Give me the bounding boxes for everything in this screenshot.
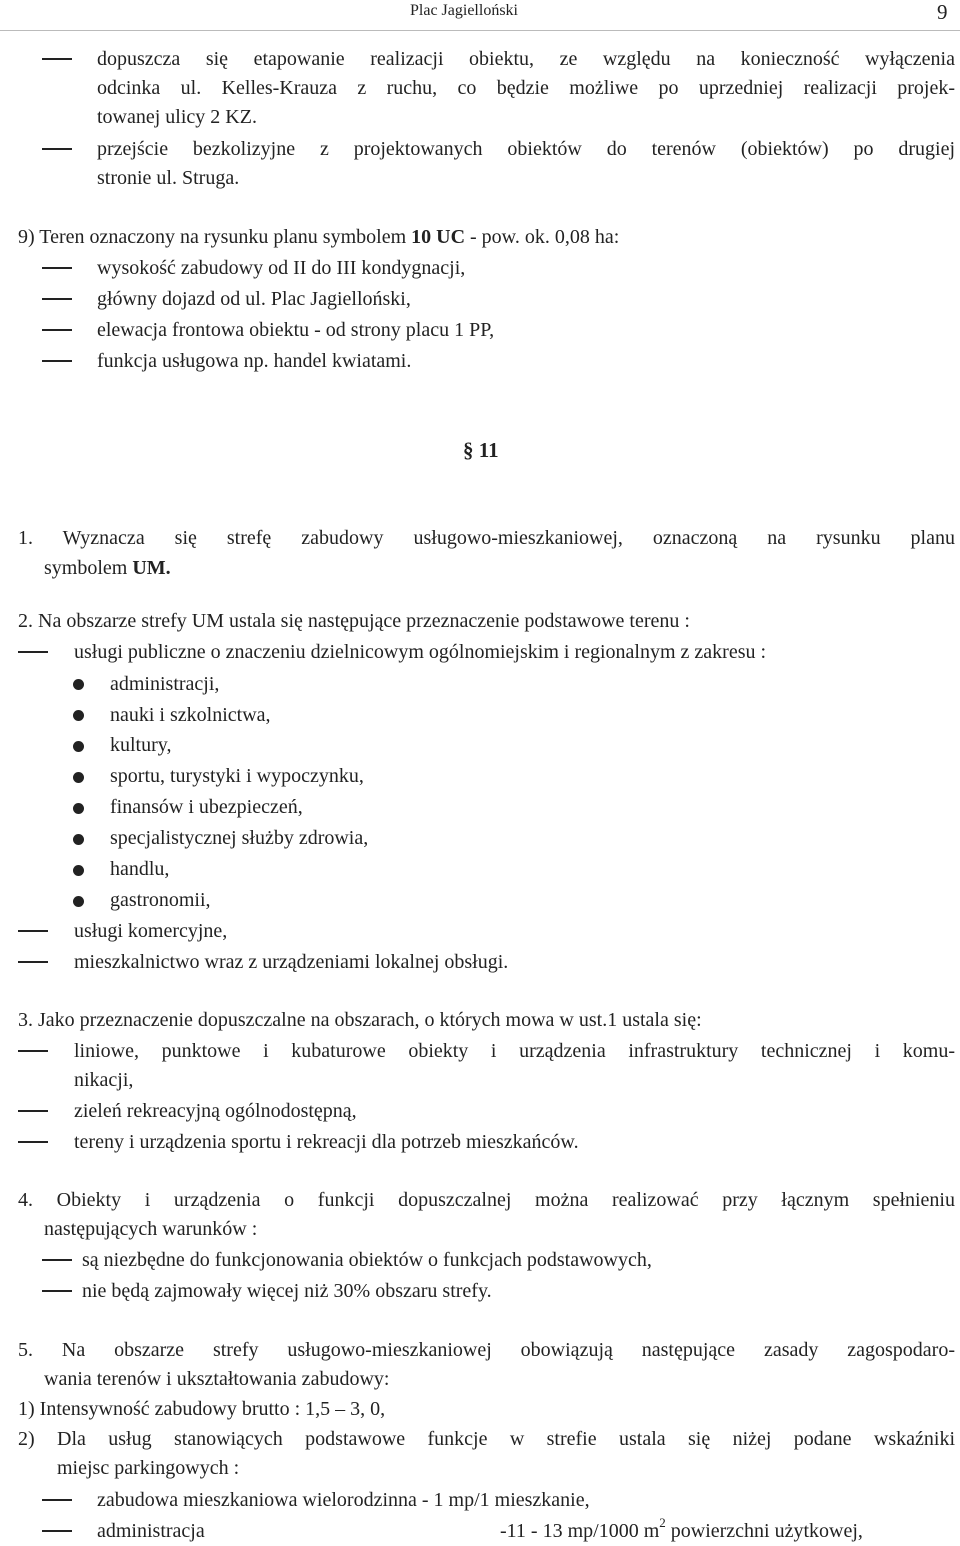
section-heading: § 11 — [463, 438, 499, 462]
list-item-text: tereny i urządzenia sportu i rekreacji dla potrzeb mieszkańców. — [74, 1131, 579, 1153]
bullet-marker — [73, 679, 84, 690]
dash-marker — [42, 267, 72, 269]
list-item-text: główny dojazd od ul. Plac Jagielloński, — [97, 288, 411, 310]
superscript: 2 — [659, 1515, 666, 1531]
page-number: 9 — [937, 0, 948, 24]
zone-symbol: 10 UC — [411, 226, 466, 248]
header-divider — [0, 30, 960, 31]
list-item-text: funkcja usługowa np. handel kwiatami. — [97, 350, 412, 372]
paragraph-line — [44, 554, 171, 583]
list-item-text: nie będą zajmowały więcej niż 30% obszaru strefy. — [82, 1280, 492, 1302]
dash-marker — [18, 1050, 48, 1052]
bullet-item-text: administracji, — [110, 673, 220, 695]
list-item-text: nikacji, — [74, 1069, 134, 1091]
bullet-item-text: nauki i szkolnictwa, — [110, 704, 271, 726]
paragraph-line: 1. Wyznacza się strefę zabudowy usługowo-mieszkaniowej, oznaczoną na rysunku planu — [18, 527, 955, 549]
parking-ratio-tail: powierzchni użytkowej, — [665, 1520, 863, 1542]
bullet-item-text: handlu, — [110, 858, 170, 880]
bullet-marker — [73, 710, 84, 721]
bullet-item-text: specjalistycznej służby zdrowia, — [110, 827, 369, 849]
dash-marker — [42, 1290, 72, 1292]
dash-marker — [42, 1530, 72, 1532]
list-item-text: są niezbędne do funkcjonowania obiektów o funkcjach podstawowych, — [82, 1249, 652, 1271]
dash-marker — [42, 360, 72, 362]
bullet-item-text: sportu, turystyki i wypoczynku, — [110, 765, 364, 787]
bullet-marker — [73, 803, 84, 814]
dash-marker — [42, 329, 72, 331]
dash-marker — [42, 298, 72, 300]
numbered-item: 1) Intensywność zabudowy brutto : 1,5 – 3, 0, — [18, 1398, 386, 1420]
list-item-text: liniowe, punktowe i kubaturowe obiekty i urządzenia infrastruktury technicznej i komu- — [74, 1040, 955, 1062]
list-item-text: administracja — [97, 1520, 205, 1542]
list-item-text: zabudowa mieszkaniowa wielorodzinna - 1 mp/1 mieszkanie, — [97, 1489, 590, 1511]
bullet-marker — [73, 772, 84, 783]
list-item-text: odcinka ul. Kelles-Krauza z ruchu, co będzie możliwe po uprzedniej realizacji projek- — [97, 77, 955, 99]
dash-marker — [42, 58, 72, 60]
paragraph-line: 4. Obiekty i urządzenia o funkcji dopuszczalnej można realizować przy łącznym spełnieniu — [18, 1189, 955, 1211]
parking-ratio-value: -11 - 13 mp/1000 m — [500, 1520, 660, 1542]
bullet-item-text: gastronomii, — [110, 889, 211, 911]
list-item-text: mieszkalnictwo wraz z urządzeniami lokalnej obsługi. — [74, 951, 509, 973]
paragraph-line: następujących warunków : — [44, 1218, 258, 1240]
bullet-marker — [73, 865, 84, 876]
paragraph-line: 3. Jako przeznaczenie dopuszczalne na obszarach, o których mowa w ust.1 ustala się: — [18, 1009, 702, 1031]
dash-marker — [18, 961, 48, 963]
bullet-marker — [73, 834, 84, 845]
point-heading-tail: - pow. ok. 0,08 ha: — [465, 226, 620, 248]
dash-marker — [18, 1110, 48, 1112]
list-item-text: zieleń rekreacyjną ogólnodostępną, — [74, 1100, 357, 1122]
list-item-text: wysokość zabudowy od II do III kondygnacji, — [97, 257, 466, 279]
paragraph-line: 5. Na obszarze strefy usługowo-mieszkaniowej obowiązują następujące zasady zagospodaro- — [18, 1339, 955, 1361]
list-item-text: dopuszcza się etapowanie realizacji obiektu, ze względu na konieczność wyłączenia — [97, 48, 955, 70]
list-item-text: usługi publiczne o znaczeniu dzielnicowym ogólnomiejskim i regionalnym z zakresu : — [74, 641, 767, 663]
dash-marker — [18, 930, 48, 932]
paragraph-line: 2. Na obszarze strefy UM ustala się następujące przeznaczenie podstawowe terenu : — [18, 610, 690, 632]
list-item-text: towanej ulicy 2 KZ. — [97, 106, 257, 128]
paragraph-text: symbolem — [44, 557, 133, 579]
dash-marker — [18, 651, 48, 653]
list-item-text: elewacja frontowa obiektu - od strony placu 1 PP, — [97, 319, 495, 341]
dash-marker — [18, 1141, 48, 1143]
bullet-item-text: kultury, — [110, 734, 172, 756]
zone-symbol: UM. — [132, 557, 171, 579]
list-item-text: przejście bezkolizyjne z projektowanych obiektów do terenów (obiektów) po drugiej — [97, 138, 955, 160]
dash-marker — [42, 148, 72, 150]
running-header-title: Plac Jagielloński — [410, 2, 518, 19]
paragraph-line: wania terenów i ukształtowania zabudowy: — [44, 1368, 390, 1390]
numbered-item: 2) Dla usług stanowiących podstawowe funkcje w strefie ustala się niżej podane wskaźniki — [18, 1428, 955, 1450]
parking-ratio — [500, 1517, 863, 1546]
dash-marker — [42, 1259, 72, 1261]
dash-marker — [42, 1499, 72, 1501]
list-item-text: usługi komercyjne, — [74, 920, 228, 942]
list-item-text: stronie ul. Struga. — [97, 167, 240, 189]
bullet-item-text: finansów i ubezpieczeń, — [110, 796, 303, 818]
point-heading — [18, 223, 619, 252]
bullet-marker — [73, 896, 84, 907]
bullet-marker — [73, 741, 84, 752]
point-heading-lead: 9) Teren oznaczony na rysunku planu symbolem — [18, 226, 412, 248]
numbered-item: miejsc parkingowych : — [57, 1457, 240, 1479]
